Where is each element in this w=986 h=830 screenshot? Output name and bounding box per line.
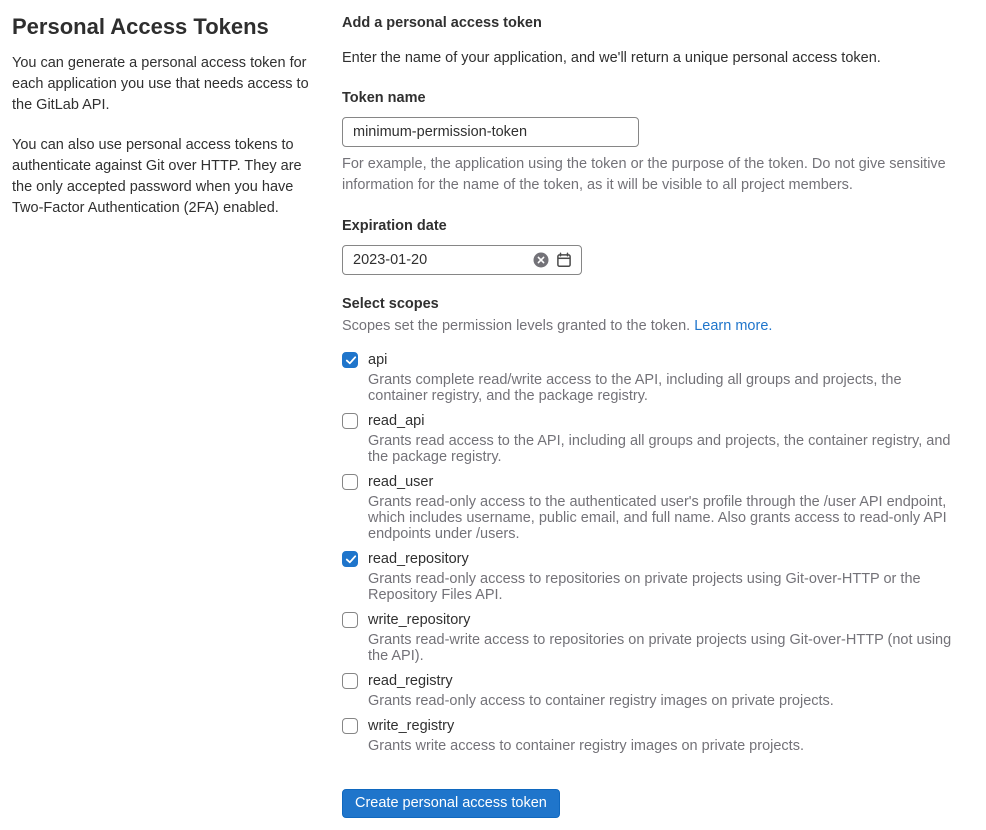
scope-label[interactable]: api [368,351,388,368]
page-title: Personal Access Tokens [12,14,269,39]
clear-date-icon[interactable] [532,252,549,269]
token-name-input[interactable] [342,117,639,147]
scope-checkbox[interactable] [342,673,358,689]
scopes-help-text [342,318,963,335]
scope-label[interactable]: read_registry [368,672,453,689]
expiration-date-input[interactable] [343,252,526,268]
intro-paragraph-2: You can also use personal access tokens to authenticate against Git over HTTP. They are the only accepted password when you have Two-Factor Authentication (2FA) enabled. [12,137,302,216]
scope-description: Grants read-write access to repositories on private projects using Git-over-HTTP (not using the API). [368,632,952,664]
scope-head [342,351,963,368]
scope-description: Grants write access to container registry images on private projects. [368,738,804,754]
scope-description: Grants read-only access to the authenticated user's profile through the /user API endpoint, which includes username, public email, and full name. Also grants access to read-only API endpoints under /users. [368,494,947,542]
form-heading: Add a personal access token [342,15,542,31]
scope-checkbox[interactable] [342,474,358,490]
scope-description: Grants read-only access to repositories on private projects using Git-over-HTTP or the Repository Files API. [368,571,921,603]
scope-description: Grants read access to the API, including all groups and projects, the container registry, and the package registry. [368,433,951,465]
left-description-column [12,12,313,818]
scope-row [342,412,963,465]
scope-checkbox[interactable] [342,551,358,567]
intro-paragraph-1: You can generate a personal access token for each application you use that needs access to the GitLab API. [12,55,309,113]
scope-label[interactable]: write_registry [368,717,455,734]
scope-row [342,351,963,404]
scope-head [342,611,963,628]
scope-head [342,412,963,429]
scope-row [342,672,963,709]
expiration-date-label: Expiration date [342,218,447,234]
scope-head [342,672,963,689]
scope-row [342,473,963,542]
scope-label[interactable]: write_repository [368,611,471,628]
learn-more-link[interactable]: Learn more. [694,318,773,334]
scope-checkbox[interactable] [342,352,358,368]
scope-row [342,611,963,664]
token-name-help: For example, the application using the token or the purpose of the token. Do not give sensitive information for the name of the token, as it will be visible to all project members. [342,156,946,193]
scope-row [342,717,963,754]
scope-description: Grants complete read/write access to the API, including all groups and projects, the container registry, and the package registry. [368,372,902,404]
scope-label[interactable]: read_user [368,473,434,490]
scope-head [342,473,963,490]
scope-row [342,550,963,603]
calendar-icon[interactable] [555,252,572,269]
scope-head [342,550,963,567]
select-scopes-label: Select scopes [342,296,439,312]
scope-description: Grants read-only access to container registry images on private projects. [368,693,834,709]
expiration-date-field[interactable] [342,245,582,275]
create-token-button[interactable]: Create personal access token [342,789,560,818]
scope-checkbox[interactable] [342,413,358,429]
scopes-list [342,351,963,754]
form-subheading: Enter the name of your application, and we'll return a unique personal access token. [342,50,881,66]
add-token-form [342,12,963,818]
scope-head [342,717,963,734]
scopes-help-sentence: Scopes set the permission levels granted to the token. [342,318,691,334]
scope-label[interactable]: read_api [368,412,425,429]
scope-checkbox[interactable] [342,612,358,628]
scope-label[interactable]: read_repository [368,550,469,567]
token-name-label: Token name [342,90,426,106]
scope-checkbox[interactable] [342,718,358,734]
